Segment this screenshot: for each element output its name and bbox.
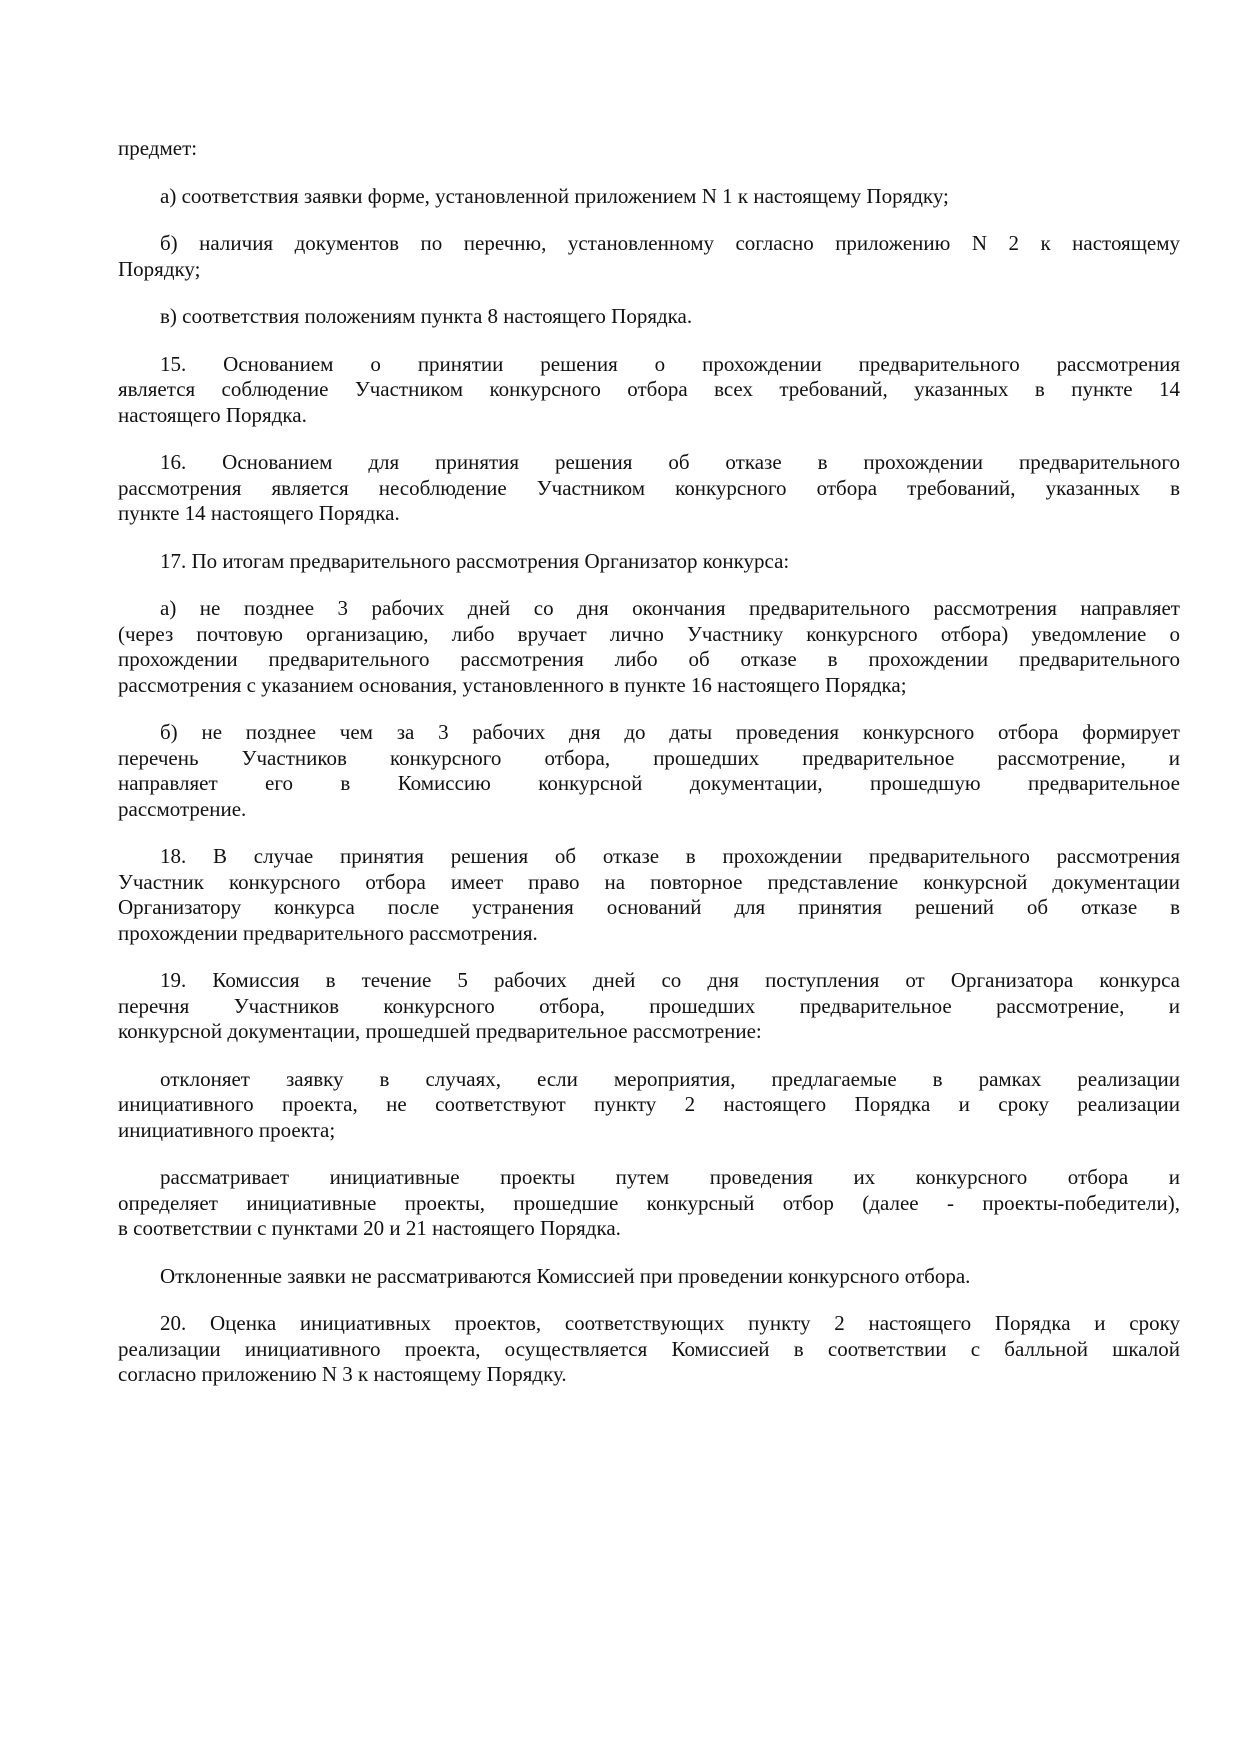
text-line: а) не позднее 3 рабочих дней со дня окончания предварительного рассмотрения направляет: [160, 596, 1180, 620]
text-line: Порядку;: [118, 256, 201, 281]
paragraph: [118, 352, 1180, 429]
text-line: направляет его в Комиссию конкурсной документации, прошедшую предварительное: [118, 771, 1180, 795]
text-line: 19. Комиссия в течение 5 рабочих дней со дня поступления от Организатора конкурса: [160, 968, 1180, 992]
text-line: перечень Участников конкурсного отбора, прошедших предварительное рассмотрение, и: [118, 745, 1180, 770]
text-line: а) соответствия заявки форме, установленной приложением N 1 к настоящему Порядку;: [160, 183, 949, 208]
text-line: реализации инициативного проекта, осуществляется Комиссией в соответствии с балльной шкалой: [118, 1336, 1180, 1361]
text-line: инициативного проекта, не соответствуют пункту 2 настоящего Порядка и сроку реализации: [118, 1092, 1180, 1116]
text-line: рассмотрения является несоблюдение Участником конкурсного отбора требований, указанных в: [118, 475, 1180, 500]
paragraph: [118, 1165, 1180, 1242]
text-line: определяет инициативные проекты, прошедшие конкурсный отбор (далее - проекты-победители),: [118, 1190, 1180, 1215]
text-line: инициативного проекта;: [118, 1117, 336, 1142]
text-line: согласно приложению N 3 к настоящему Порядку.: [118, 1362, 567, 1386]
text-line: прохождении предварительного рассмотрения либо об отказе в прохождении предварительного: [118, 647, 1180, 671]
text-line: является соблюдение Участником конкурсного отбора всех требований, указанных в пункте 14: [118, 377, 1180, 401]
paragraph: [118, 1264, 1180, 1290]
text-line: Организатору конкурса после устранения оснований для принятия решений об отказе в: [118, 895, 1180, 919]
paragraph: [118, 1311, 1180, 1388]
text-line: в) соответствия положениям пункта 8 настоящего Порядка.: [160, 304, 693, 328]
text-line: 15. Основанием о принятии решения о прохождении предварительного рассмотрения: [160, 351, 1180, 376]
paragraph: [118, 136, 1180, 162]
text-line: рассмотрение.: [118, 796, 247, 821]
text-line: 17. По итогам предварительного рассмотрения Организатор конкурса:: [160, 548, 790, 573]
text-line: 16. Основанием для принятия решения об отказе в прохождении предварительного: [160, 450, 1180, 474]
text-line: Отклоненные заявки не рассматриваются Комиссией при проведении конкурсного отбора.: [160, 1263, 971, 1288]
text-line: отклоняет заявку в случаях, если мероприятия, предлагаемые в рамках реализации: [160, 1066, 1180, 1091]
paragraph: [118, 184, 1180, 210]
paragraph: [118, 968, 1180, 1045]
paragraph: [118, 450, 1180, 527]
text-line: рассматривает инициативные проекты путем проведения их конкурсного отбора и: [160, 1165, 1180, 1189]
text-line: предмет:: [118, 136, 198, 160]
paragraph: [118, 720, 1180, 822]
text-line: (через почтовую организацию, либо вручает лично Участнику конкурсного отбора) уведомление о: [118, 621, 1180, 646]
text-line: Участник конкурсного отбора имеет право на повторное представление конкурсной документации: [118, 869, 1180, 894]
text-line: б) наличия документов по перечню, установленному согласно приложению N 2 к настоящему: [160, 231, 1180, 255]
paragraph: [118, 1067, 1180, 1144]
paragraph: [118, 844, 1180, 946]
text-line: пункте 14 настоящего Порядка.: [118, 501, 400, 525]
text-line: перечня Участников конкурсного отбора, прошедших предварительное рассмотрение, и: [118, 993, 1180, 1018]
paragraph: [118, 304, 1180, 330]
text-line: 20. Оценка инициативных проектов, соответствующих пункту 2 настоящего Порядка и сроку: [160, 1311, 1180, 1335]
text-line: рассмотрения с указанием основания, установленного в пункте 16 настоящего Порядка;: [118, 672, 907, 697]
paragraph: [118, 231, 1180, 282]
text-line: конкурсной документации, прошедшей предварительное рассмотрение:: [118, 1019, 762, 1043]
document-page: [118, 136, 1180, 1410]
text-line: б) не позднее чем за 3 рабочих дня до даты проведения конкурсного отбора формирует: [160, 720, 1180, 744]
text-line: 18. В случае принятия решения об отказе в прохождении предварительного рассмотрения: [160, 844, 1180, 868]
text-line: настоящего Порядка.: [118, 402, 307, 427]
paragraph: [118, 596, 1180, 698]
paragraph: [118, 549, 1180, 575]
text-line: прохождении предварительного рассмотрения.: [118, 920, 538, 945]
text-line: в соответствии с пунктами 20 и 21 настоящего Порядка.: [118, 1216, 621, 1240]
